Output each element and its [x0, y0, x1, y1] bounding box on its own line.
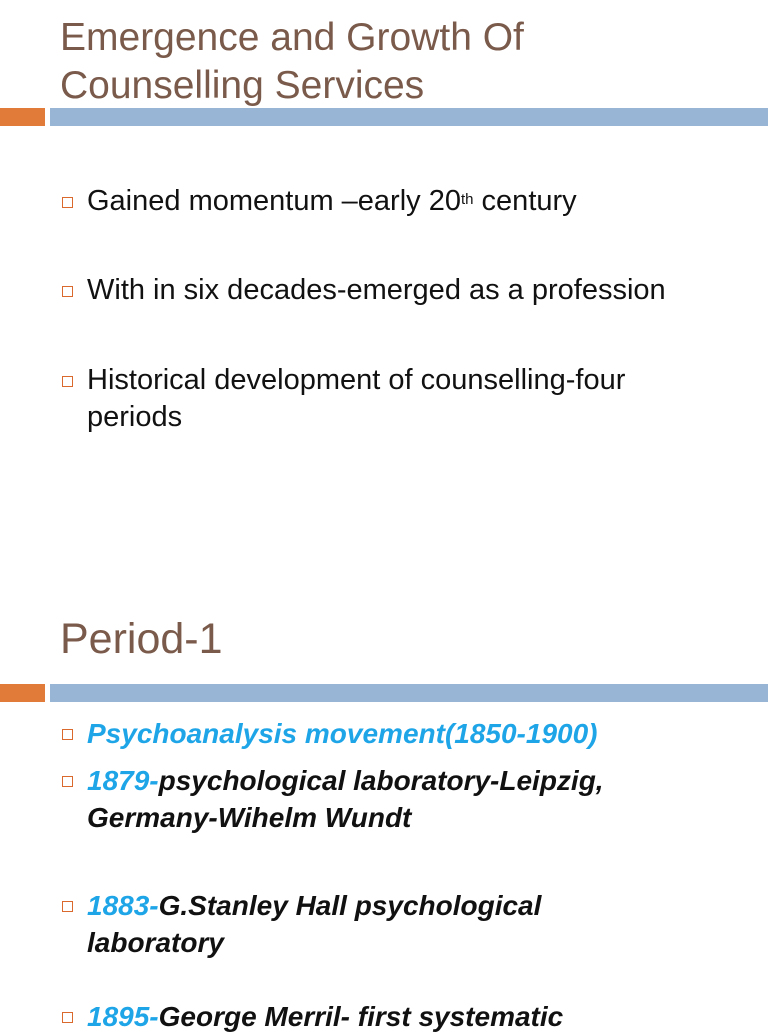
title-divider — [0, 684, 768, 702]
title-line-1: Emergence and Growth Of — [60, 16, 524, 59]
bullet-item: With in six decades-emerged as a profession — [87, 274, 666, 306]
bullet-item: 1883-G.Stanley Hall psychological laboratory — [87, 890, 542, 958]
square-bullet-icon — [62, 376, 73, 387]
title-divider — [0, 108, 768, 126]
square-bullet-icon — [62, 197, 73, 208]
divider-blue-bar — [50, 684, 768, 702]
square-bullet-icon — [62, 286, 73, 297]
square-bullet-icon — [62, 1012, 73, 1023]
slide-title: Period-1 — [60, 615, 223, 663]
divider-blue-bar — [50, 108, 768, 126]
bullet-item: Gained momentum –early 20th century — [87, 185, 577, 217]
title-line-2: Counselling Services — [60, 64, 425, 107]
square-bullet-icon — [62, 901, 73, 912]
square-bullet-icon — [62, 729, 73, 740]
slide-title — [60, 14, 524, 110]
bullet-item: Historical development of counselling-four periods — [87, 364, 626, 433]
bullet-item: Psychoanalysis movement(1850-1900) — [87, 718, 598, 749]
divider-orange-block — [0, 108, 45, 126]
bullet-item: 1895-George Merril- first systematic — [87, 1001, 564, 1032]
slide-2 — [0, 570, 768, 1032]
divider-orange-block — [0, 684, 45, 702]
square-bullet-icon — [62, 776, 73, 787]
bullet-item: 1879-psychological laboratory-Leipzig, Germany-Wihelm Wundt — [87, 765, 604, 833]
